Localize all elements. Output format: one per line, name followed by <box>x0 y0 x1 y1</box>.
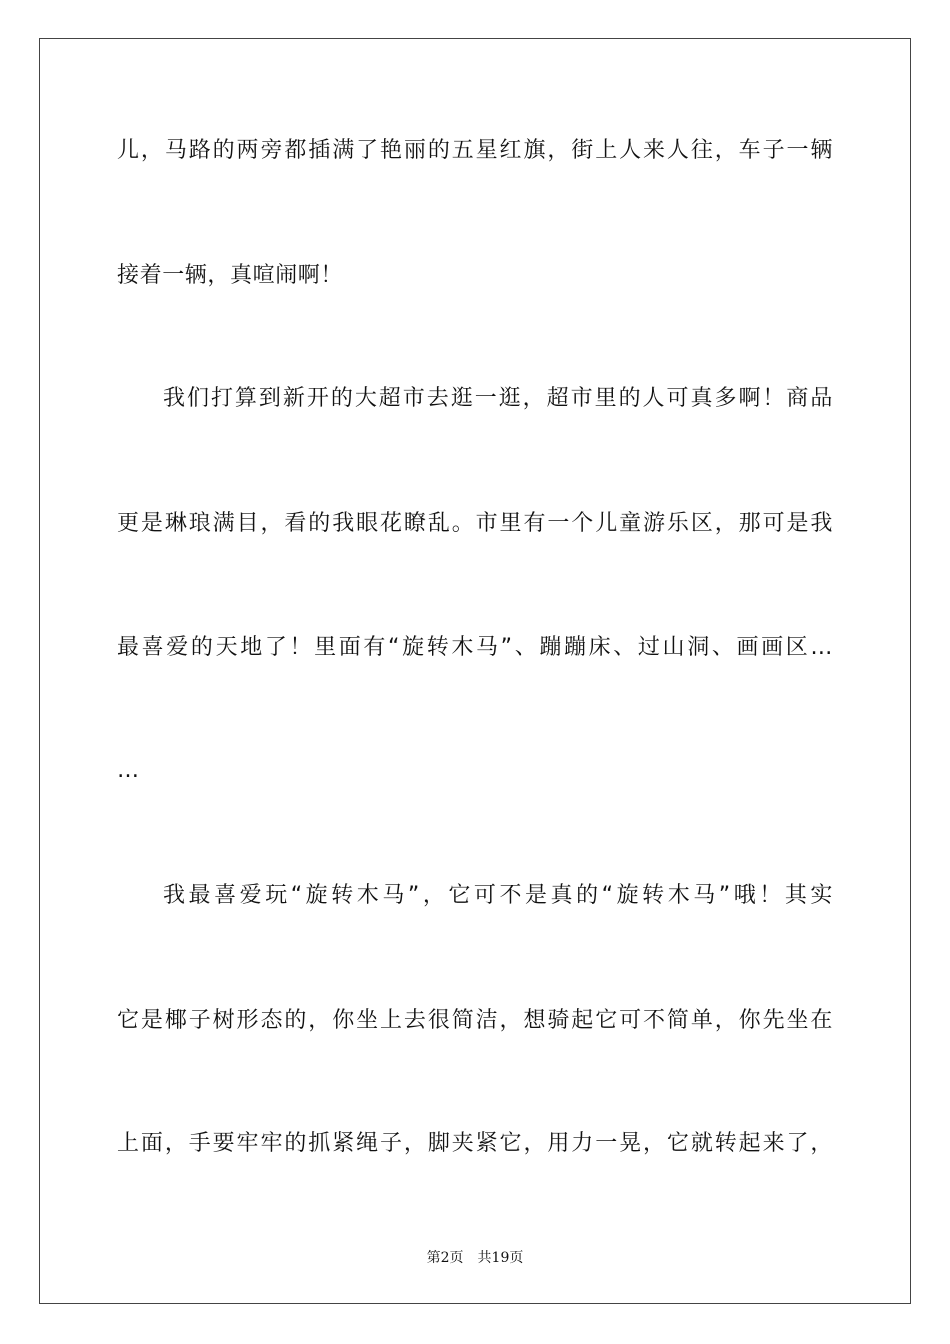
page-number-footer <box>0 1249 950 1267</box>
page-number-label: 第2页 共19页 <box>426 1250 524 1266</box>
body-line-7: 我最喜爱玩“旋转木马”，它可不是真的“旋转木马”哦！其实 <box>163 883 833 908</box>
body-line-3: 我们打算到新开的大超市去逛一逛，超市里的人可真多啊！商品 <box>163 386 833 411</box>
body-line-4: 更是琳琅满目，看的我眼花瞭乱。市里有一个儿童游乐区，那可是我 <box>117 511 833 536</box>
body-line-1: 儿，马路的两旁都插满了艳丽的五星红旗，街上人来人往，车子一辆 <box>117 138 833 163</box>
body-line-8: 它是椰子树形态的，你坐上去很简洁，想骑起它可不简单，你先坐在 <box>117 1008 833 1033</box>
body-line-5: 最喜爱的天地了！里面有“旋转木马”、蹦蹦床、过山洞、画画区… <box>117 635 833 660</box>
body-line-9: 上面，手要牢牢的抓紧绳子，脚夹紧它，用力一晃，它就转起来了， <box>117 1131 833 1156</box>
body-line-2: 接着一辆，真喧闹啊！ <box>117 263 344 288</box>
page-border <box>39 38 911 1304</box>
body-line-6: … <box>117 758 140 783</box>
